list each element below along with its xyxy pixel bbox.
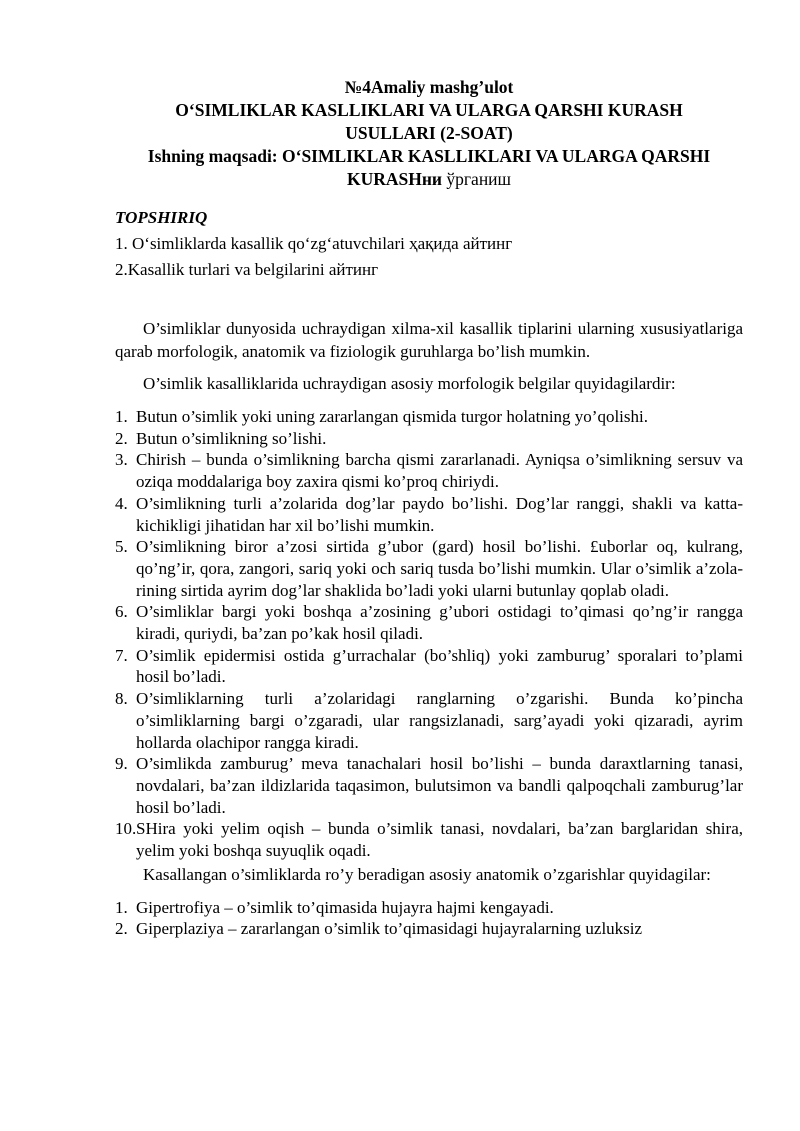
- list-item-text: O’simliklar bargi yoki boshqa a’zosining g’ubori ostidagi to’qimasi qo’ng’ir rangga kiradi, quriydi, ba’zan po’kak hosil qiladi.: [136, 602, 743, 644]
- list-item-number: 3.: [115, 450, 128, 470]
- topic-title-line1: O‘SIMLIKLAR KASLLIKLARI VA ULARGA QARSHI KURASH: [175, 100, 683, 120]
- list-item: [115, 753, 743, 818]
- list-item-text: O’simliklarning turli a’zolaridagi ranglarning o’zgarishi. Bunda ko’pincha o’simliklarning bargi o’zgaradi, ular rangsizlanadi, sarg’ayadi yoki qizaradi, ayrim hollarda olachipor rangga kiradi.: [136, 689, 743, 752]
- list-item-text: O’simlikning biror a’zosi sirtida g’ubor (gard) hosil bo’lishi. £uborlar oq, kulrang, qo’ng’ir, qora, zangori, sariq yoki och sariq tusda bo’lishi mumkin. Ular o’simlik a’zola-rining sirtida ayrim dog’lar shaklida bo’ladi yoki ularni butunlay qoplab oladi.: [136, 537, 743, 600]
- list-item: [115, 918, 743, 940]
- list-item-number: 2.: [115, 428, 128, 448]
- list-item-number: 4.: [115, 493, 128, 513]
- morphology-list: [115, 406, 743, 862]
- list-item-text: O’simlikning turli a’zolarida dog’lar paydo bo’lishi. Dog’lar ranggi, shakli va katta-kichikligi jihatidan har xil bo’lishi mumkin.: [136, 493, 743, 535]
- intro-paragraph: O’simliklar dunyosida uchraydigan xilma-xil kasallik tiplarini ularning xususiyatlariga qarab morfologik, anatomik va fiziologik guruhlarga bo’lish mumkin.: [115, 319, 743, 361]
- list-item-number: 5.: [115, 537, 128, 557]
- list-item-text: Butun o’simlik yoki uning zararlangan qismida turgor holatning yo’qolishi.: [136, 407, 648, 426]
- document-page: [115, 0, 743, 940]
- work-number: №4Amaliy mashg’ulot: [344, 77, 514, 97]
- list-item-number: 1.: [115, 407, 128, 426]
- list-item: [115, 536, 743, 601]
- task-item-2: 2.Kasallik turlari va belgilarini айтинг: [115, 260, 379, 279]
- title-block: [115, 76, 743, 191]
- objective-normal: ўрганиш: [442, 169, 512, 189]
- list-item-number: 2.: [115, 919, 128, 939]
- task-item-1: 1. O‘simliklarda kasallik qo‘zg‘atuvchilari ҳақида айтинг: [115, 234, 513, 253]
- list-item-text: Giperplaziya – zararlangan o’simlik to’qimasidagi hujayralarning uzluksiz: [136, 919, 643, 939]
- list-item: [115, 688, 743, 753]
- list-item-text: Chirish – bunda o’simlikning barcha qismi zararlanadi. Ayniqsa o’simlikning sersuv va oziqa moddalariga boy zaxira qismi ko’proq chiriydi.: [136, 450, 743, 492]
- objective-bold: KURASHни: [346, 169, 442, 189]
- list-item: [115, 428, 743, 450]
- list-item-number: 8.: [115, 689, 128, 709]
- list-item-number: 10.: [115, 819, 137, 839]
- topic-title-line2: USULLARI (2-SOAT): [345, 123, 513, 143]
- objective-line2: [115, 168, 743, 191]
- task-heading: TOPSHIRIQ: [115, 208, 208, 227]
- list-item-text: SHira yoki yelim oqish – bunda o’simlik tanasi, novdalari, ba’zan barglaridan shira, yelim yoki boshqa suyuqlik oqadi.: [136, 819, 743, 861]
- list-item-text: O’simlik epidermisi ostida g’urrachalar (bo’shliq) yoki zamburug’ sporalari to’plami hosil bo’ladi.: [136, 645, 743, 687]
- list-item: [115, 449, 743, 492]
- list-item: [115, 818, 743, 861]
- list-item: [115, 493, 743, 536]
- list-item: [115, 601, 743, 644]
- list-item: [115, 897, 743, 919]
- list-item-number: 6.: [115, 602, 128, 622]
- list-item: [115, 406, 743, 428]
- anatomy-list: [115, 897, 743, 940]
- list-item-number: 7.: [115, 645, 128, 665]
- list-item-text: Gipertrofiya – o’simlik to’qimasida hujayra hajmi kengayadi.: [136, 897, 554, 917]
- list-item-text: O’simlikda zamburug’ meva tanachalari hosil bo’lishi – bunda daraxtlarning tanasi, novdalari, ba’zan ildizlarida taqasimon, bulutsimon va bandli qalpoqchali zamburug’lar hosil bo’ladi.: [136, 754, 743, 817]
- list-item-number: 9.: [115, 754, 128, 774]
- objective-line1: Ishning maqsadi: O‘SIMLIKLAR KASLLIKLARI VA ULARGA QARSHI: [147, 146, 711, 166]
- morphology-intro: O’simlik kasalliklarida uchraydigan asosiy morfologik belgilar quyidagilardir:: [143, 374, 676, 393]
- list-item: [115, 645, 743, 688]
- list-item-number: 1.: [115, 897, 128, 917]
- list-item-text: Butun o’simlikning so’lishi.: [136, 428, 327, 448]
- anatomy-intro: Kasallangan o’simliklarda ro’y beradigan asosiy anatomik o’zgarishlar quyidagilar:: [143, 864, 711, 884]
